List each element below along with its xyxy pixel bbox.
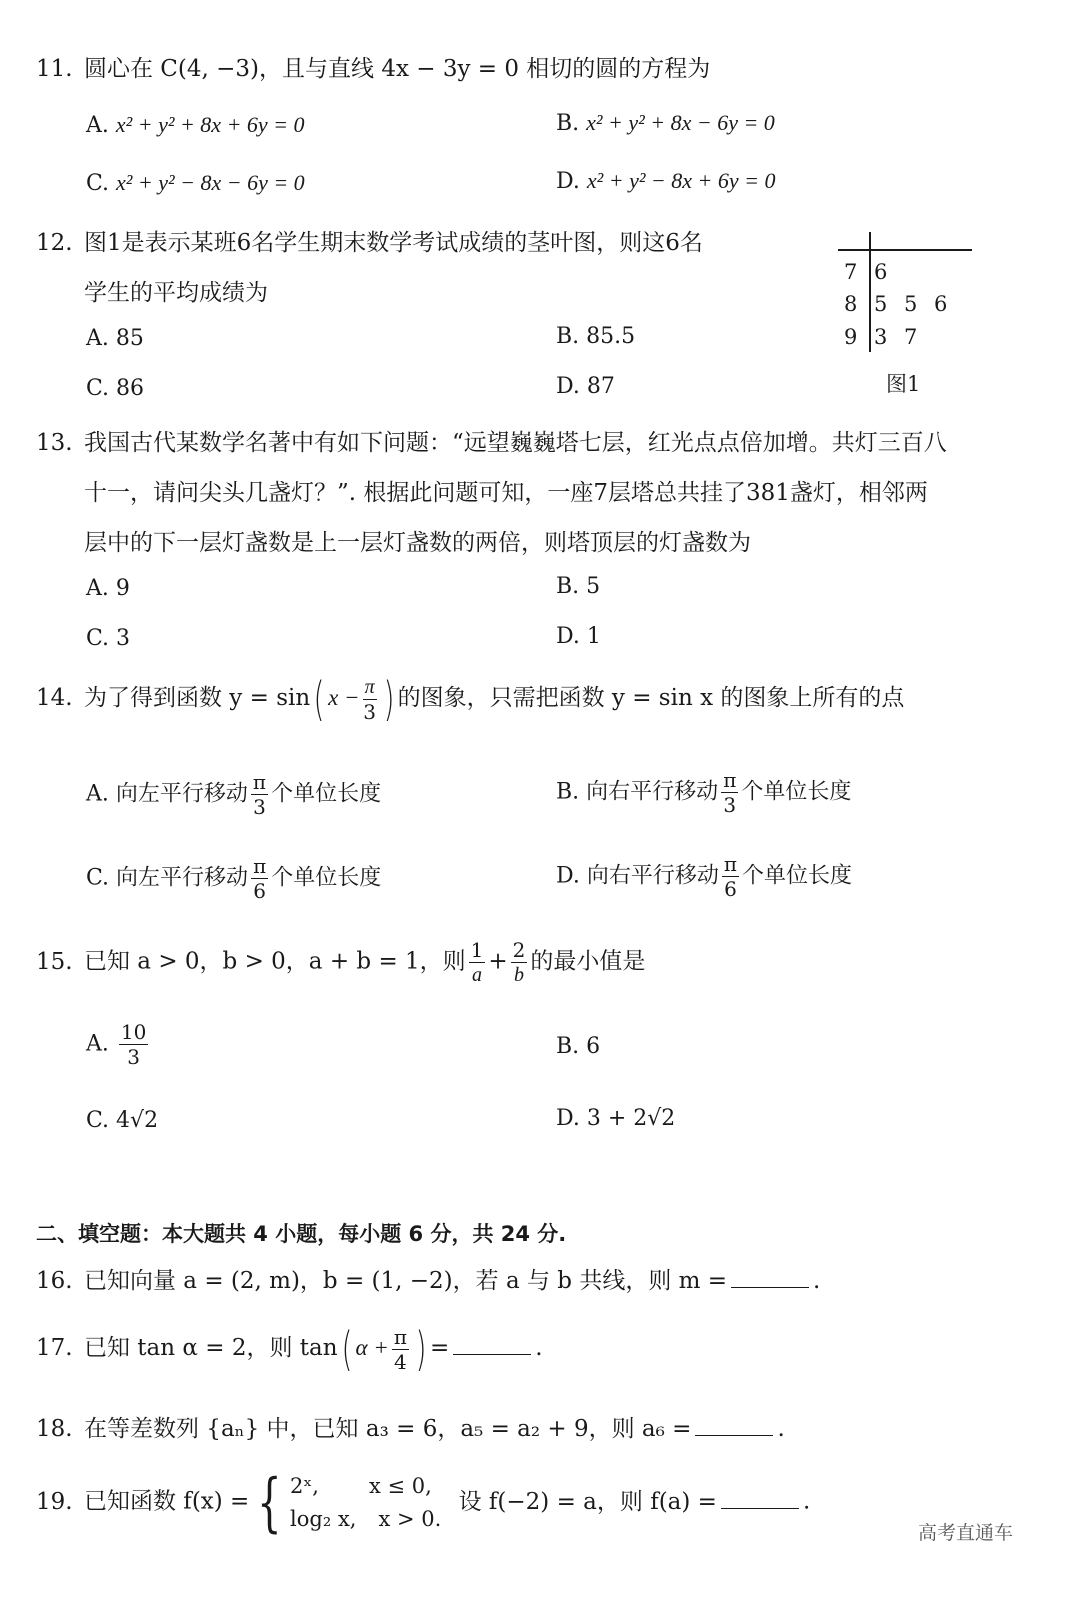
option-a[interactable]: A. 85 bbox=[86, 326, 144, 351]
question-14: 14. 为了得到函数 y = sin( x − $\frac{\pi}{3}$ ) 的图象，只需把函数 y = sin x 的图象上所有的点 bbox=[36, 672, 905, 726]
answer-blank[interactable] bbox=[721, 1508, 799, 1509]
answer-blank[interactable] bbox=[731, 1287, 809, 1288]
brace-icon: { bbox=[257, 1465, 282, 1540]
option-b[interactable]: B. 5 bbox=[556, 574, 601, 599]
question-16: 16. 已知向量 a = (2, m)，b = (1, −2)，若 a 与 b 共线，则 m = . bbox=[36, 1268, 821, 1294]
option-c[interactable]: C. x² + y² − 8x − 6y = 0 bbox=[86, 170, 305, 196]
option-c[interactable]: C. 向左平行移动 $\frac{\pi}{6}$ 个单位长度 bbox=[86, 854, 382, 903]
option-a[interactable]: A. x² + y² + 8x + 6y = 0 bbox=[86, 112, 305, 138]
option-d[interactable]: D. 87 bbox=[556, 374, 615, 399]
question-18: 18. 在等差数列 {aₙ} 中，已知 a₃ = 6，a₅ = a₂ + 9，则 a₆ = . bbox=[36, 1416, 785, 1442]
fraction: $\frac{\pi}{3}$ bbox=[363, 675, 376, 724]
question-number: 14. bbox=[36, 685, 73, 711]
question-15: 15. 已知 a > 0，b > 0，a + b = 1，则 $\frac{1}{a}$ + $\frac{2}{b}$ 的最小值是 bbox=[36, 938, 646, 986]
option-c[interactable]: C. 4√2 bbox=[86, 1108, 159, 1133]
question-11 bbox=[36, 50, 710, 83]
option-b[interactable]: B. 6 bbox=[556, 1034, 601, 1059]
plot-row-8: 8 5 5 6 bbox=[844, 292, 948, 316]
option-b[interactable]: B. 向右平行移动 $\frac{\pi}{3}$ 个单位长度 bbox=[556, 768, 852, 817]
option-b[interactable]: B. 85.5 bbox=[556, 324, 636, 349]
question-stem-line2: 十一，请问尖头几盏灯？”. 根据此问题可知，一座7层塔总共挂了381盏灯，相邻两 bbox=[84, 480, 928, 506]
option-c[interactable]: C. 3 bbox=[86, 626, 131, 651]
section-title: 二、填空题：本大题共 4 小题，每小题 6 分，共 24 分. bbox=[36, 1222, 567, 1246]
question-stem: 圆心在 C(4, −3)，且与直线 4x − 3y = 0 相切的圆的方程为 bbox=[84, 56, 711, 82]
option-a[interactable]: A. $\frac{10}{3}$ bbox=[86, 1020, 147, 1069]
question-17: 17. 已知 tan α = 2，则 tan( α + $\frac{\pi}{4}$ ) = . bbox=[36, 1322, 543, 1376]
stem-leaf-plot bbox=[838, 232, 978, 402]
piecewise-cases: 2ˣ, x ≤ 0, log₂ x, x > 0. bbox=[290, 1474, 442, 1531]
answer-blank[interactable] bbox=[695, 1435, 773, 1436]
answer-blank[interactable] bbox=[453, 1354, 531, 1355]
question-12 bbox=[36, 224, 703, 257]
question-number: 12. bbox=[36, 230, 73, 256]
question-stem-line1: 图1是表示某班6名学生期末数学考试成绩的茎叶图，则这6名 bbox=[84, 230, 703, 256]
option-d[interactable]: D. 3 + 2√2 bbox=[556, 1106, 676, 1131]
question-19: 19. 已知函数 f(x) = { 2ˣ, x ≤ 0, log₂ x, x > 0. 设 f(−2) = a，则 f(a) = . bbox=[36, 1465, 811, 1540]
question-stem-line3: 层中的下一层灯盏数是上一层灯盏数的两倍，则塔顶层的灯盏数为 bbox=[84, 530, 751, 556]
option-b[interactable]: B. x² + y² + 8x − 6y = 0 bbox=[556, 110, 775, 136]
option-d[interactable]: D. 1 bbox=[556, 624, 601, 649]
watermark: 高考直通车 bbox=[918, 1522, 1014, 1544]
option-c[interactable]: C. 86 bbox=[86, 376, 145, 401]
plot-row-9: 9 3 7 bbox=[844, 325, 918, 349]
question-number: 11. bbox=[36, 56, 73, 82]
option-d[interactable]: D. x² + y² − 8x + 6y = 0 bbox=[556, 168, 776, 194]
plot-header-line bbox=[838, 249, 972, 251]
option-a[interactable]: A. 9 bbox=[86, 576, 130, 601]
question-13 bbox=[36, 424, 947, 457]
question-number: 15. bbox=[36, 948, 73, 975]
option-a[interactable]: A. 向左平行移动 $\frac{\pi}{3}$ 个单位长度 bbox=[86, 770, 382, 819]
question-number: 13. bbox=[36, 430, 73, 456]
question-stem-line2: 学生的平均成绩为 bbox=[84, 280, 268, 306]
option-d[interactable]: D. 向右平行移动 $\frac{\pi}{6}$ 个单位长度 bbox=[556, 852, 853, 901]
plot-row-7: 7 6 bbox=[844, 260, 888, 284]
figure-caption: 图1 bbox=[886, 372, 921, 396]
question-stem-line1: 我国古代某数学名著中有如下问题：“远望巍巍塔七层，红光点点倍加增。共灯三百八 bbox=[84, 430, 947, 456]
